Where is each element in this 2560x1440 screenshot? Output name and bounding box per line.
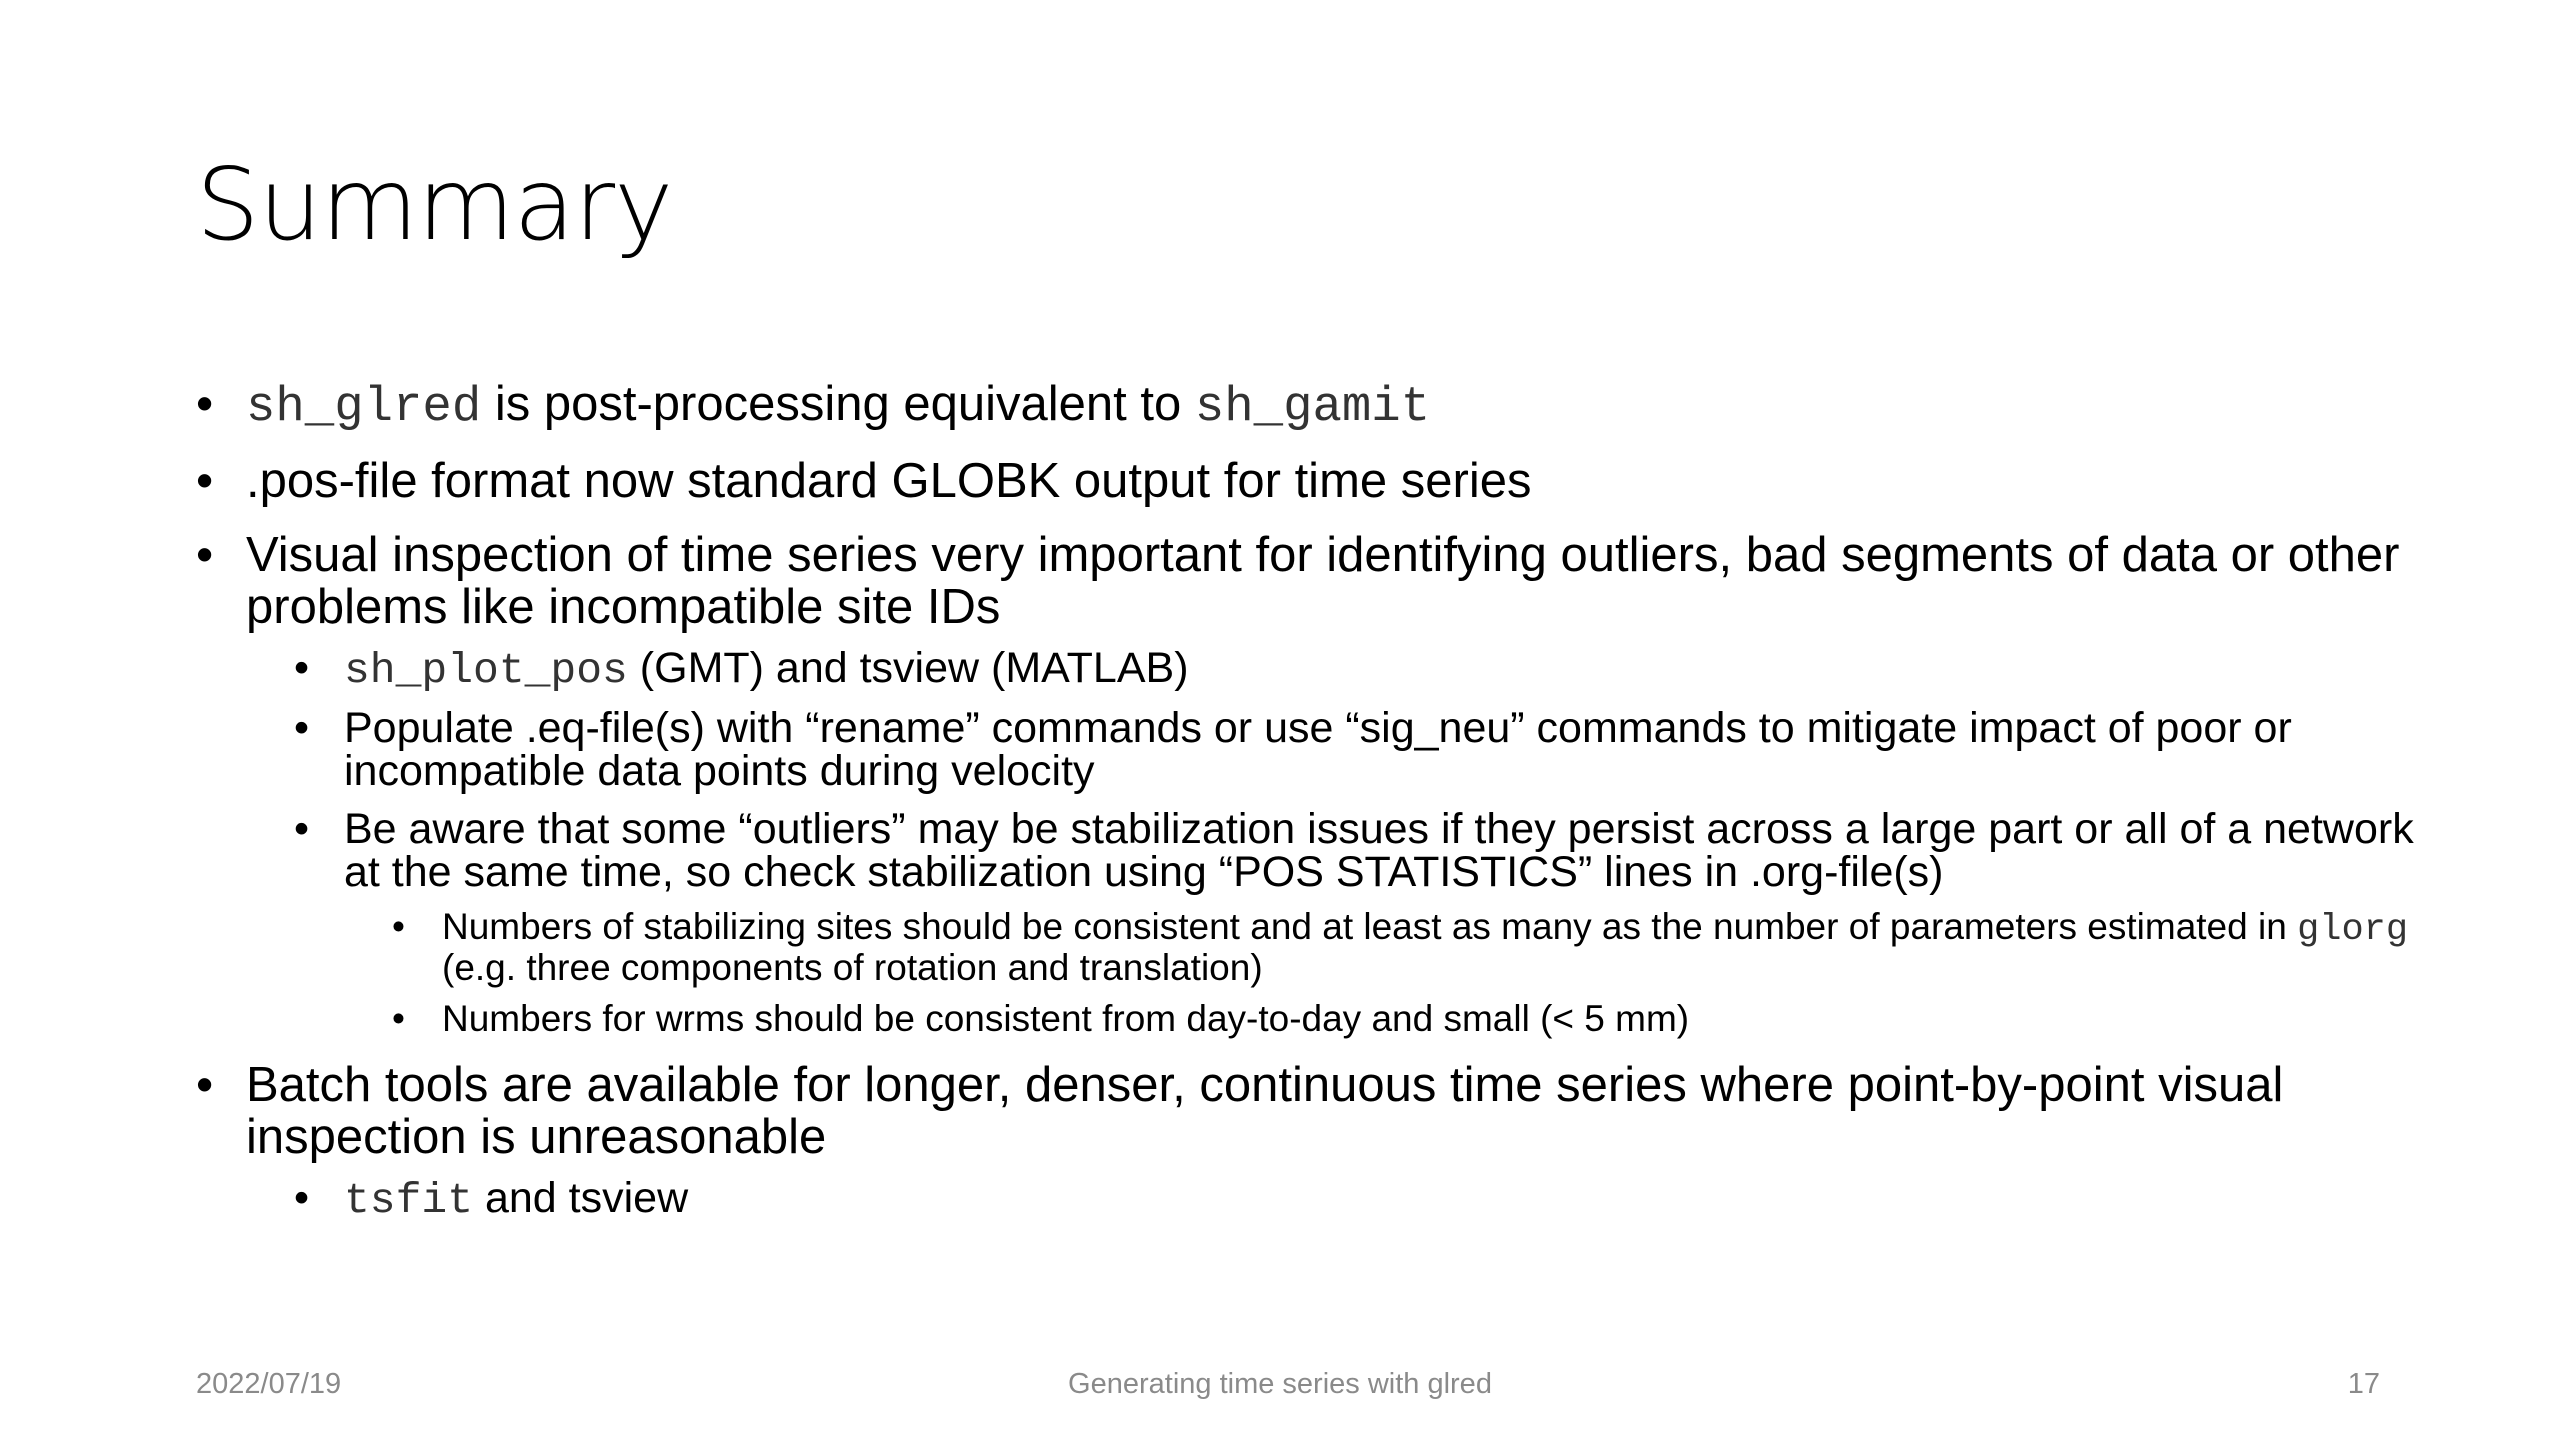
code-sh-gamit: sh_gamit (1194, 379, 1431, 435)
slide-title: Summary (196, 146, 673, 263)
sub-sub-bullet-list (392, 908, 2416, 1037)
bullet-list (196, 377, 2416, 1225)
bullet-pos-format (196, 455, 2416, 507)
sub-bullet-list (294, 644, 2416, 1039)
code-sh-plot-pos: sh_plot_pos (344, 646, 628, 695)
bullet-text: Numbers for wrms should be consistent from day-to-day and small (< 5 mm) (442, 998, 1690, 1039)
bullet-text: (GMT) and tsview (MATLAB) (627, 644, 1189, 692)
sub-bullet-tsfit (294, 1174, 2416, 1225)
bullet-visual-inspection (196, 529, 2416, 1037)
bullet-batch-tools (196, 1058, 2416, 1225)
bullet-text: Batch tools are available for longer, denser, continuous time series where point-by-point visual inspection is unreasonable (246, 1058, 2284, 1164)
sub-sub-bullet-wrms (392, 1000, 2416, 1037)
code-sh-glred: sh_glred (246, 379, 482, 435)
sub-bullet-plot-tools (294, 644, 2416, 695)
footer-title: Generating time series with glred (1068, 1368, 1492, 1400)
bullet-text: (e.g. three components of rotation and translation) (442, 947, 1263, 988)
code-glorg: glorg (2297, 909, 2409, 951)
bullet-text: Populate .eq-file(s) with “rename” commands or use “sig_neu” commands to mitigate impact of poor or incompatible data points during velocity (344, 704, 2292, 795)
footer-date: 2022/07/19 (196, 1368, 342, 1400)
sub-bullet-stabilization (294, 805, 2416, 1039)
sub-sub-bullet-stabilizing-sites (392, 908, 2416, 986)
bullet-sh-glred (196, 378, 2416, 433)
sub-bullet-list (294, 1174, 2416, 1225)
sub-bullet-eq-file (294, 704, 2416, 795)
code-tsfit: tsfit (344, 1176, 474, 1225)
bullet-text: Be aware that some “outliers” may be stabilization issues if they persist across a large part or all of a network at the same time, so check stabilization using “POS STATISTICS” lines in .org-file(s) (344, 805, 2414, 896)
bullet-text: and tsview (473, 1174, 689, 1222)
slide-content (196, 378, 2416, 1244)
bullet-text: is post-processing equivalent to (481, 377, 1195, 431)
bullet-text: .pos-file format now standard GLOBK output for time series (246, 454, 1532, 508)
bullet-text: Visual inspection of time series very important for identifying outliers, bad segments of data or other problems like incompatible site IDs (246, 528, 2400, 634)
bullet-text: Numbers of stabilizing sites should be consistent and at least as many as the number of parameters estimated in (442, 906, 2298, 947)
page-number: 17 (2347, 1368, 2380, 1400)
